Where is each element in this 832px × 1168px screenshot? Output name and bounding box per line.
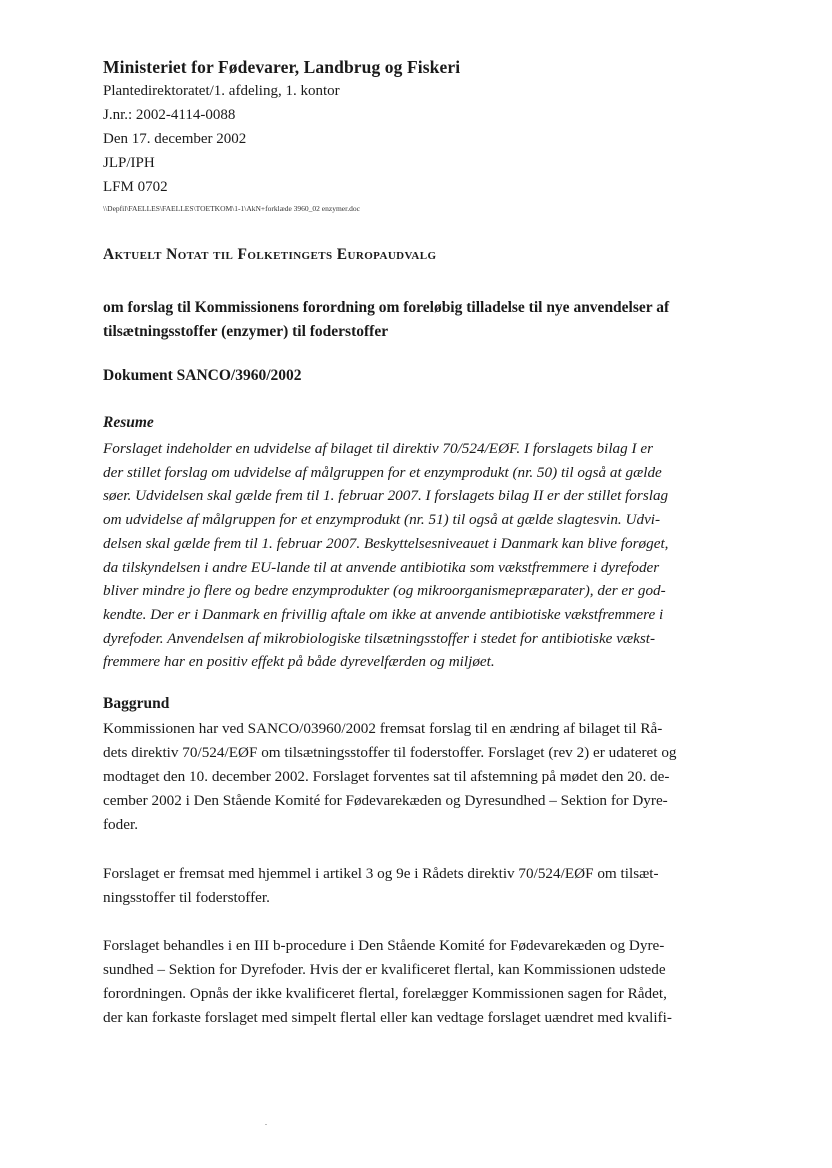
reference-code: LFM 0702	[103, 179, 168, 195]
resume-text	[103, 437, 743, 674]
paragraph-line: ningsstoffer til foderstoffer.	[103, 889, 270, 906]
resume-line: Forslaget indeholder en udvidelse af bilaget til direktiv 70/524/EØF. I forslagets bilag I er	[103, 440, 654, 457]
baggrund-paragraph-1	[103, 717, 743, 837]
paragraph-line: Kommissionen har ved SANCO/03960/2002 fremsat forslag til en ændring af bilaget til Rå-	[103, 720, 663, 737]
resume-line: bliver mindre jo flere og bedre enzymprodukter (og mikroorganismepræparater), der er god-	[103, 582, 666, 600]
paragraph-line: dets direktiv 70/524/EØF om tilsætningsstoffer til foderstoffer. Forslaget (rev 2) er udateret og	[103, 744, 677, 761]
document-date: Den 17. december 2002	[103, 131, 247, 147]
baggrund-paragraph-2	[103, 862, 743, 910]
resume-heading: Resume	[103, 414, 154, 431]
scan-mark	[265, 1124, 267, 1125]
notat-title: Aktuelt Notat til Folketingets Europaudvalg	[103, 246, 437, 263]
subject-heading	[103, 296, 733, 344]
paragraph-line: foder.	[103, 816, 139, 833]
paragraph-line: sundhed – Sektion for Dyrefoder. Hvis der er kvalificeret flertal, kan Kommissionen udstede	[103, 961, 666, 978]
paragraph-line: Forslaget behandles i en III b-procedure i Den Stående Komité for Fødevarekæden og Dyre-	[103, 937, 665, 954]
baggrund-heading: Baggrund	[103, 695, 170, 712]
resume-line: søer. Udvidelsen skal gælde frem til 1. februar 2007. I forslagets bilag II er der stillet forslag	[103, 487, 669, 505]
paragraph-line: forordningen. Opnås der ikke kvalificeret flertal, forelægger Kommissionen sagen for Rådet,	[103, 985, 667, 1002]
journal-number: J.nr.: 2002-4114-0088	[103, 107, 236, 123]
paragraph-line: cember 2002 i Den Stående Komité for Fødevarekæden og Dyresundhed – Sektion for Dyre-	[103, 792, 668, 809]
resume-line: der stillet forslag om udvidelse af målgruppen for et enzymprodukt (nr. 50) til også at gælde	[103, 463, 662, 481]
resume-line: dyrefoder. Anvendelsen af mikrobiologiske tilsætningsstoffer i stedet for antibiotiske vækst-	[103, 629, 656, 647]
resume-line: om udvidelse af målgruppen for et enzymprodukt (nr. 51) til også at gælde slagtesvin. Udvi-	[103, 511, 661, 529]
ministry-name: Ministeriet for Fødevarer, Landbrug og Fiskeri	[103, 57, 461, 77]
resume-line: fremmere har en positiv effekt på både dyrevelfærden og miljøet.	[103, 653, 495, 671]
paragraph-line: Forslaget er fremsat med hjemmel i artikel 3 og 9e i Rådets direktiv 70/524/EØF om tilsæt-	[103, 865, 659, 882]
resume-line: kendte. Der er i Danmark en frivillig aftale om ikke at anvende antibiotiske vækstfremmere i	[103, 605, 664, 623]
department: Plantedirektoratet/1. afdeling, 1. kontor	[103, 83, 340, 99]
document-reference: Dokument SANCO/3960/2002	[103, 367, 302, 384]
resume-line: delsen skal gælde frem til 1. februar 2007. Beskyttelsesniveauet i Danmark kan blive forøget,	[103, 534, 669, 552]
paragraph-line: modtaget den 10. december 2002. Forslaget forventes sat til afstemning på mødet den 20. de-	[103, 768, 670, 785]
paragraph-line: der kan forkaste forslaget med simpelt flertal eller kan vedtage forslaget uændret med kvalifi-	[103, 1009, 672, 1026]
file-path: \\Depfil\FAELLES\FAELLES\TOETKOM\1-1\AkN+forklæde 3960_02 enzymer.doc	[103, 204, 360, 213]
subject-line: tilsætningsstoffer (enzymer) til foderstoffer	[103, 323, 389, 340]
baggrund-paragraph-3	[103, 934, 743, 1030]
initials: JLP/IPH	[103, 155, 155, 171]
subject-line: om forslag til Kommissionens forordning om foreløbig tilladelse til nye anvendelser af	[103, 299, 670, 316]
resume-line: da tilskyndelsen i andre EU-lande til at anvende antibiotika som vækstfremmere i dyrefoder	[103, 558, 660, 576]
